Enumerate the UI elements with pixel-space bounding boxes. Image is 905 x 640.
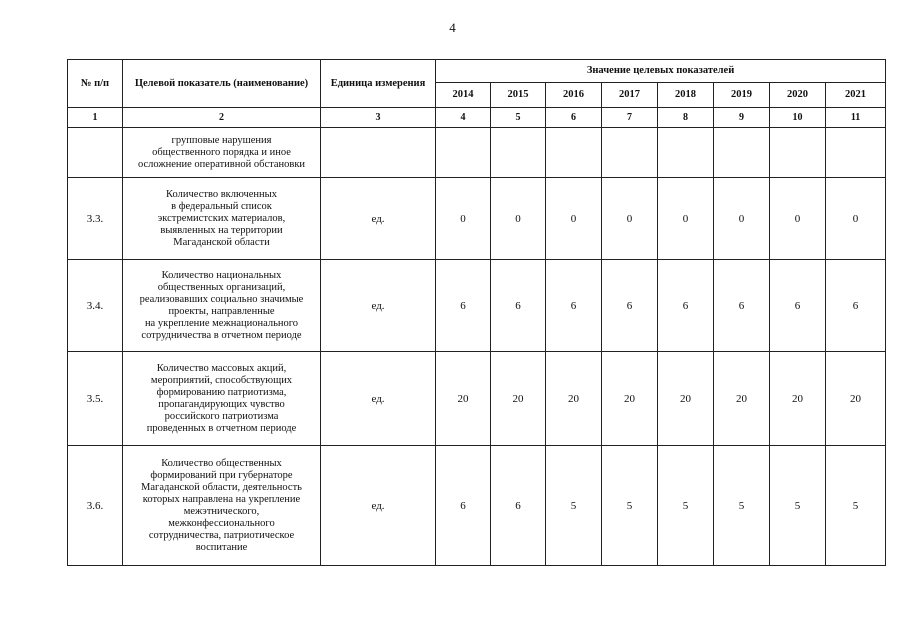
- indicator-name-line: межэтнического,: [183, 505, 260, 517]
- indicator-name-line: сотрудничества в отчетном периоде: [141, 329, 302, 341]
- indicator-name-line: которых направлена на укрепление: [142, 493, 301, 505]
- value-cell: 20: [546, 352, 602, 446]
- table-row: [68, 128, 886, 178]
- indicator-name-line: Магаданской области: [173, 236, 270, 248]
- header-year: 2017: [602, 83, 658, 108]
- column-number: 6: [546, 108, 602, 128]
- column-number: 7: [602, 108, 658, 128]
- indicator-name-line: сотрудничества, патриотическое: [148, 529, 295, 541]
- value-cell: [491, 128, 546, 178]
- table-row: [68, 352, 886, 446]
- value-cell: 5: [826, 446, 886, 566]
- row-number: 3.6.: [68, 446, 123, 566]
- column-number: 3: [321, 108, 436, 128]
- value-cell: [602, 128, 658, 178]
- indicator-name-line: реализовавших социально значимые: [139, 293, 304, 305]
- value-cell: 5: [770, 446, 826, 566]
- value-cell: [658, 128, 714, 178]
- value-cell: 5: [658, 446, 714, 566]
- value-cell: 6: [546, 260, 602, 352]
- header-num: № п/п: [68, 60, 123, 108]
- unit-cell: [321, 128, 436, 178]
- column-number: 2: [123, 108, 321, 128]
- value-cell: 0: [770, 178, 826, 260]
- column-number: 5: [491, 108, 546, 128]
- value-cell: 6: [436, 260, 491, 352]
- indicator-name-line: формирований при губернаторе: [150, 469, 293, 481]
- value-cell: 0: [602, 178, 658, 260]
- unit-cell: ед.: [321, 446, 436, 566]
- indicator-name-line: мероприятий, способствующих: [150, 374, 293, 386]
- value-cell: 20: [770, 352, 826, 446]
- indicator-name-line: проведенных в отчетном периоде: [146, 422, 297, 434]
- header-year: 2020: [770, 83, 826, 108]
- value-cell: 6: [658, 260, 714, 352]
- header-year: 2014: [436, 83, 491, 108]
- target-indicators-table: [67, 59, 886, 566]
- indicator-name-line: пропагандирующих чувство: [158, 398, 285, 410]
- value-cell: 20: [436, 352, 491, 446]
- header-unit: Единица измерения: [321, 60, 436, 108]
- indicator-name-line: групповые нарушения: [171, 134, 272, 146]
- indicator-name: [123, 128, 321, 178]
- header-year: 2015: [491, 83, 546, 108]
- indicator-name-line: на укрепление межнационального: [144, 317, 299, 329]
- indicator-name-line: в федеральный список: [171, 200, 272, 212]
- indicator-name-line: Количество общественных: [161, 457, 282, 469]
- indicator-name: [123, 178, 321, 260]
- value-cell: 0: [658, 178, 714, 260]
- value-cell: 20: [491, 352, 546, 446]
- value-cell: 20: [658, 352, 714, 446]
- indicator-name-line: экстремистских материалов,: [157, 212, 286, 224]
- indicator-name-line: Магаданской области, деятельность: [141, 481, 302, 493]
- value-cell: 6: [491, 446, 546, 566]
- column-number: 1: [68, 108, 123, 128]
- unit-cell: ед.: [321, 352, 436, 446]
- header-year: 2019: [714, 83, 770, 108]
- table-row: [68, 260, 886, 352]
- indicator-name-line: Количество национальных: [161, 269, 282, 281]
- value-cell: [546, 128, 602, 178]
- column-number: 10: [770, 108, 826, 128]
- value-cell: [770, 128, 826, 178]
- value-cell: 6: [602, 260, 658, 352]
- value-cell: 5: [714, 446, 770, 566]
- value-cell: 6: [714, 260, 770, 352]
- unit-cell: ед.: [321, 260, 436, 352]
- unit-cell: ед.: [321, 178, 436, 260]
- value-cell: 0: [826, 178, 886, 260]
- table-row: [68, 178, 886, 260]
- indicator-name-line: российского патриотизма: [164, 410, 279, 422]
- column-number: 9: [714, 108, 770, 128]
- table-row: [68, 446, 886, 566]
- indicator-name-line: осложнение оперативной обстановки: [137, 158, 306, 170]
- indicator-name-line: общественных организаций,: [157, 281, 286, 293]
- value-cell: [714, 128, 770, 178]
- indicator-name: [123, 446, 321, 566]
- header-year: 2016: [546, 83, 602, 108]
- column-number: 4: [436, 108, 491, 128]
- header-values-group: Значение целевых показателей: [436, 60, 886, 83]
- column-number: 8: [658, 108, 714, 128]
- page-number: 4: [449, 20, 456, 35]
- value-cell: 0: [546, 178, 602, 260]
- indicator-name-line: общественного порядка и иное: [152, 146, 291, 158]
- row-number: 3.5.: [68, 352, 123, 446]
- value-cell: 0: [714, 178, 770, 260]
- indicator-name-line: выявленных на территории: [160, 224, 283, 236]
- value-cell: 6: [826, 260, 886, 352]
- value-cell: 20: [826, 352, 886, 446]
- indicator-name-line: Количество массовых акций,: [156, 362, 287, 374]
- value-cell: 5: [546, 446, 602, 566]
- indicator-name: [123, 352, 321, 446]
- row-number: [68, 128, 123, 178]
- value-cell: 20: [714, 352, 770, 446]
- value-cell: 20: [602, 352, 658, 446]
- header-indicator: Целевой показатель (наименование): [123, 60, 321, 108]
- value-cell: [436, 128, 491, 178]
- header-year: 2021: [826, 83, 886, 108]
- value-cell: 6: [491, 260, 546, 352]
- value-cell: 5: [602, 446, 658, 566]
- column-number: 11: [826, 108, 886, 128]
- indicator-name: [123, 260, 321, 352]
- indicator-name-line: проекты, направленные: [168, 305, 275, 317]
- row-number: 3.4.: [68, 260, 123, 352]
- indicator-name-line: межконфессионального: [168, 517, 275, 529]
- value-cell: 6: [436, 446, 491, 566]
- value-cell: 0: [436, 178, 491, 260]
- indicator-name-line: воспитание: [195, 541, 248, 553]
- indicator-name-line: Количество включенных: [166, 188, 277, 200]
- value-cell: 6: [770, 260, 826, 352]
- header-year: 2018: [658, 83, 714, 108]
- indicator-name-line: формированию патриотизма,: [156, 386, 287, 398]
- value-cell: 0: [491, 178, 546, 260]
- value-cell: [826, 128, 886, 178]
- row-number: 3.3.: [68, 178, 123, 260]
